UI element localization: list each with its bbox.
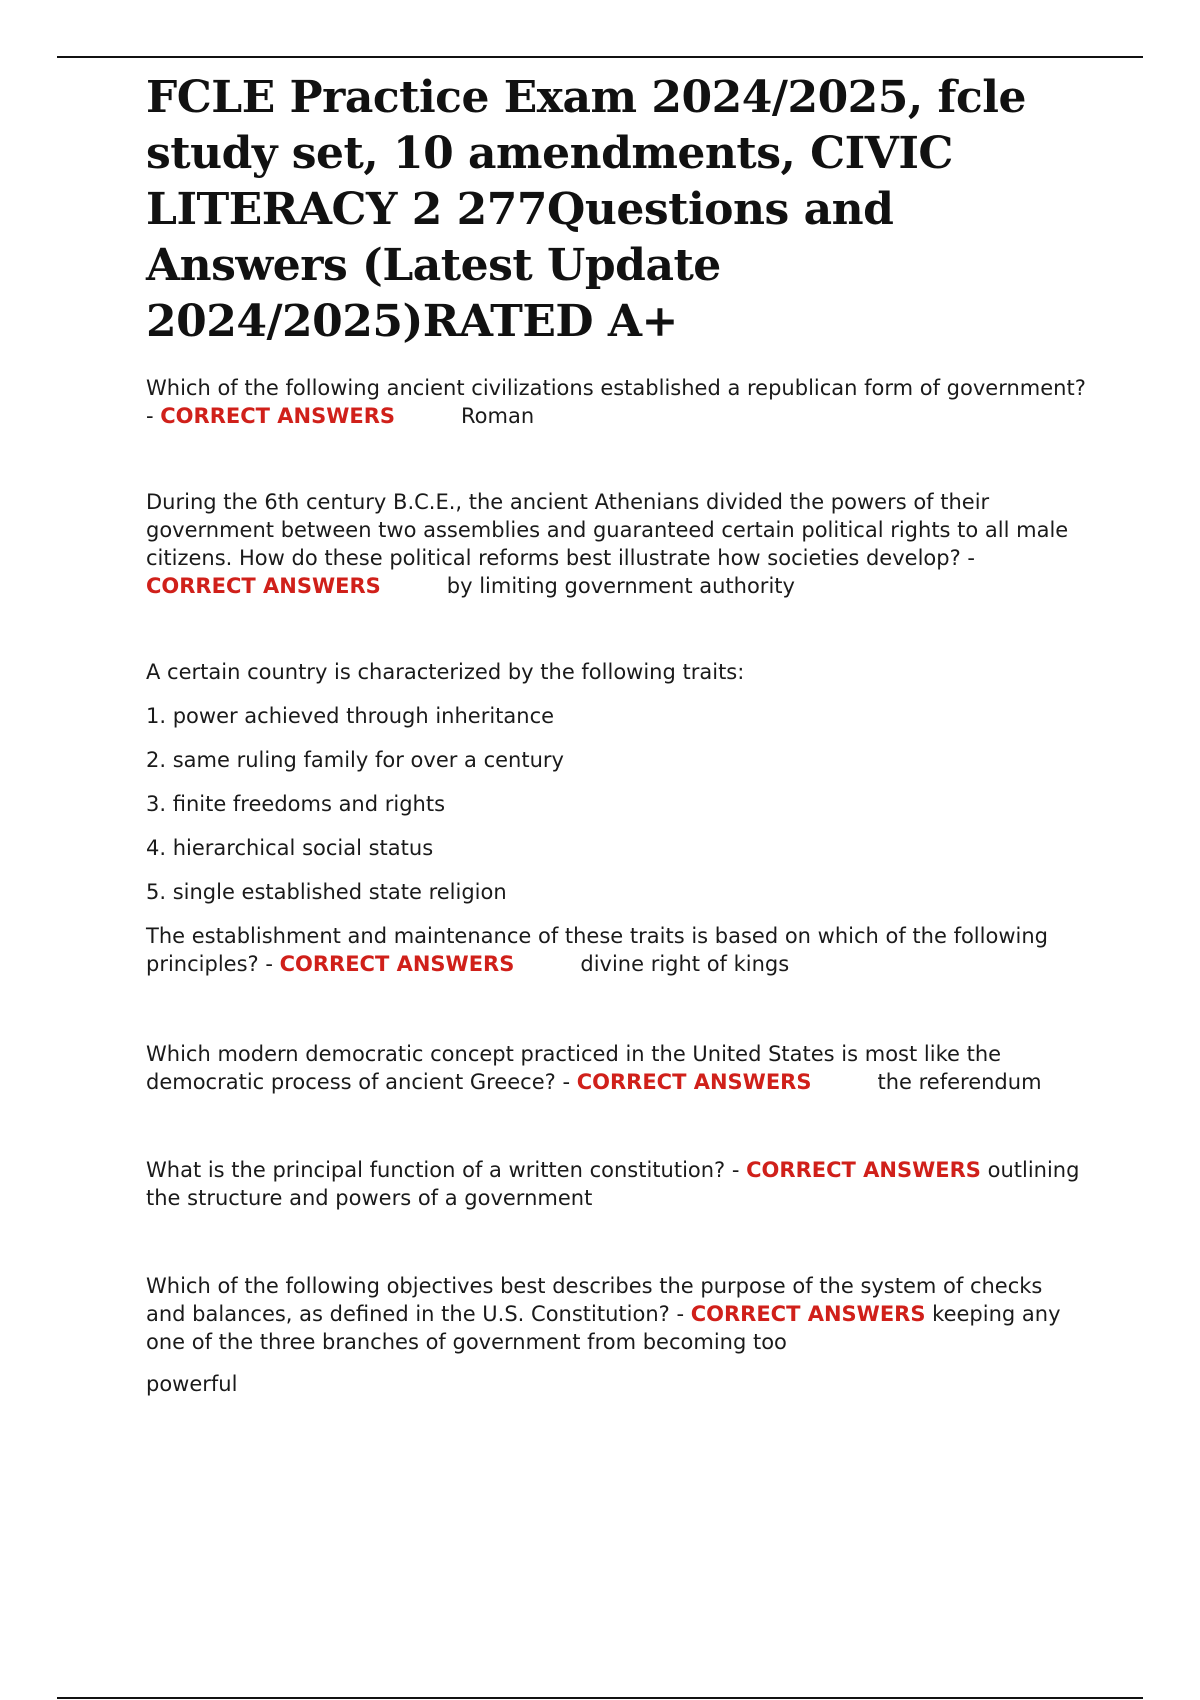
top-rule — [57, 56, 1143, 58]
qa-item-6 — [146, 1272, 1086, 1356]
answer-text: by limiting government authority — [446, 574, 795, 598]
answer-continuation: powerful — [146, 1372, 238, 1396]
correct-answers-label: CORRECT ANSWERS — [576, 1070, 812, 1094]
question-text: During the 6th century B.C.E., the ancient Athenians divided the powers of their government between two assemblies and guaranteed certain political rights to all male citizens. How do these political reforms best illustrate how societies develop? - — [146, 490, 1069, 570]
question-text: Which of the following ancient civilizations established a republican form of government? - — [146, 376, 1086, 428]
qa-item-3-intro: A certain country is characterized by the following traits: — [146, 660, 745, 684]
qa-item-4 — [146, 1040, 1086, 1096]
question-text: Which of the following objectives best describes the purpose of the system of checks and balances, as defined in the U.S. Constitution? - — [146, 1274, 1043, 1326]
answer-text: Roman — [461, 404, 535, 428]
bottom-rule — [57, 1697, 1143, 1699]
correct-answers-label: CORRECT ANSWERS — [690, 1302, 926, 1326]
question-text: Which modern democratic concept practiced in the United States is most like the democratic process of ancient Greece? - — [146, 1042, 1002, 1094]
trait-item: 5. single established state religion — [146, 880, 507, 904]
trait-item: 1. power achieved through inheritance — [146, 704, 555, 728]
answer-text: the referendum — [877, 1070, 1042, 1094]
qa-item-1 — [146, 374, 1086, 430]
document-body — [146, 70, 1086, 1398]
qa-item-5 — [146, 1156, 1086, 1212]
qa-item-3 — [146, 922, 1086, 978]
document-title: FCLE Practice Exam 2024/2025, fcle study set, 10 amendments, CIVIC LITERACY 2 277Questions and Answers (Latest Update 2024/2025)RATED A+ — [146, 72, 1026, 347]
trait-item: 3. finite freedoms and rights — [146, 792, 446, 816]
question-text: The establishment and maintenance of these traits is based on which of the following principles? - — [146, 924, 1048, 976]
correct-answers-label: CORRECT ANSWERS — [746, 1158, 981, 1182]
question-text: What is the principal function of a written constitution? - — [146, 1158, 747, 1182]
answer-text: keeping any one of the three branches of government from becoming too — [146, 1302, 1061, 1354]
qa-item-2 — [146, 488, 1086, 600]
correct-answers-label: CORRECT ANSWERS — [279, 952, 515, 976]
answer-text: divine right of kings — [580, 952, 790, 976]
correct-answers-label: CORRECT ANSWERS — [160, 404, 396, 428]
answer-text: outlining the structure and powers of a government — [146, 1158, 1080, 1210]
trait-item: 2. same ruling family for over a century — [146, 748, 564, 772]
trait-item: 4. hierarchical social status — [146, 836, 434, 860]
correct-answers-label: CORRECT ANSWERS — [146, 574, 381, 598]
